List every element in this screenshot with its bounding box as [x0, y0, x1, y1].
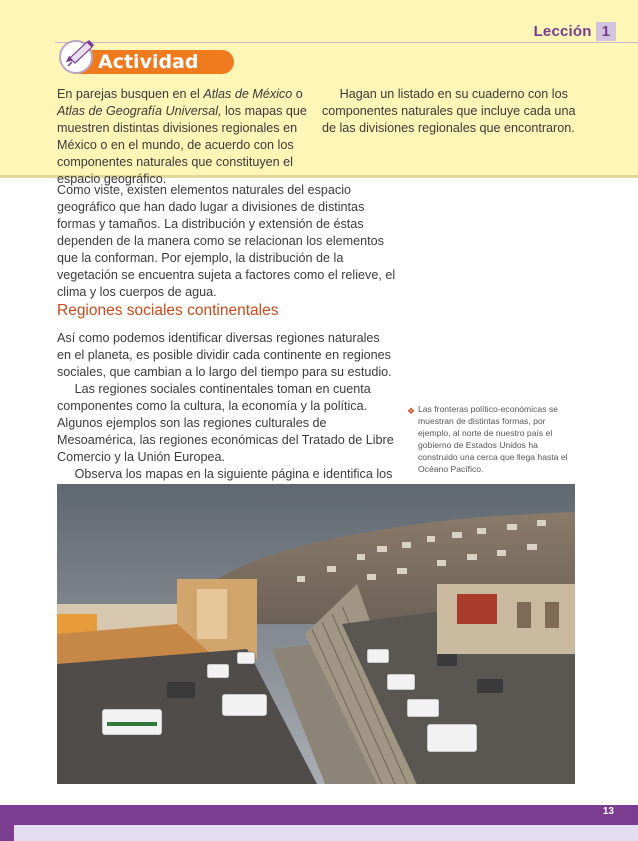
lesson-label: Lección: [533, 23, 592, 40]
photo-caption: [407, 403, 576, 475]
border-fence-photo: [57, 484, 575, 784]
activity-left-post: los mapas que muestren distintas divisiones regionales en México o en el mundo, de acuerdo con los componentes naturales que constituyen el espacio geográfico.: [57, 104, 307, 186]
activity-instructions-left: [57, 86, 310, 188]
body-paragraph-1: Como viste, existen elementos naturales del espacio geográfico que han dado lugar a divisiones de distintas formas y tamaños. La distribución y extensión de éstas dependen de la manera como se relacionan los elementos que la conforman. Por ejemplo, la distribución de la vegetación se encuentra sujeta a factores como el relieve, el clima y los cuerpos de agua.: [57, 183, 396, 299]
activity-instructions-right: Hagan un listado en su cuaderno con los componentes naturales que incluye cada una de las divisiones regionales que encontraron.: [322, 87, 576, 135]
lesson-header: [534, 22, 616, 41]
body-paragraph-2: Así como podemos identificar diversas regiones naturales en el planeta, es posible dividir cada continente en regiones sociales, que cambian a lo largo del tiempo para su estudio.: [57, 331, 392, 379]
border-fence-illustration: [57, 484, 575, 784]
atlas-universal-title: Atlas de Geografía Universal,: [57, 104, 222, 118]
lesson-rule: [55, 42, 638, 43]
lesson-number: 1: [596, 22, 616, 41]
activity-title: Actividad: [98, 51, 199, 73]
pencil-icon: [56, 36, 96, 76]
body-paragraph-4: Observa los mapas en la siguiente página e identifica los: [74, 467, 393, 481]
section-body: [57, 330, 397, 500]
footer-inner-band: [14, 825, 638, 841]
section-heading: Regiones sociales continentales: [57, 302, 279, 319]
atlas-mexico-title: Atlas de México: [203, 87, 293, 101]
activity-left-pre: En parejas busquen en el: [57, 87, 204, 101]
diamond-bullet-icon: ❖: [407, 406, 416, 416]
photo-caption-text: Las fronteras político-económicas se muestran de distintas formas, por ejemplo, al norte de nuestro país el gobierno de Estados Unidos ha construido una cerca que llega hasta el Océano Pacífico.: [418, 404, 568, 474]
activity-left-mid: o: [292, 87, 303, 101]
body-paragraph-3: Las regiones sociales continentales toman en cuenta componentes como la cultura, la economía y la política. Algunos ejemplos son las regiones culturales de Mesoamérica, las regiones económicas del Tratado de Libre Comercio y la Unión Europea.: [57, 382, 394, 464]
page-number: 13: [602, 806, 614, 817]
